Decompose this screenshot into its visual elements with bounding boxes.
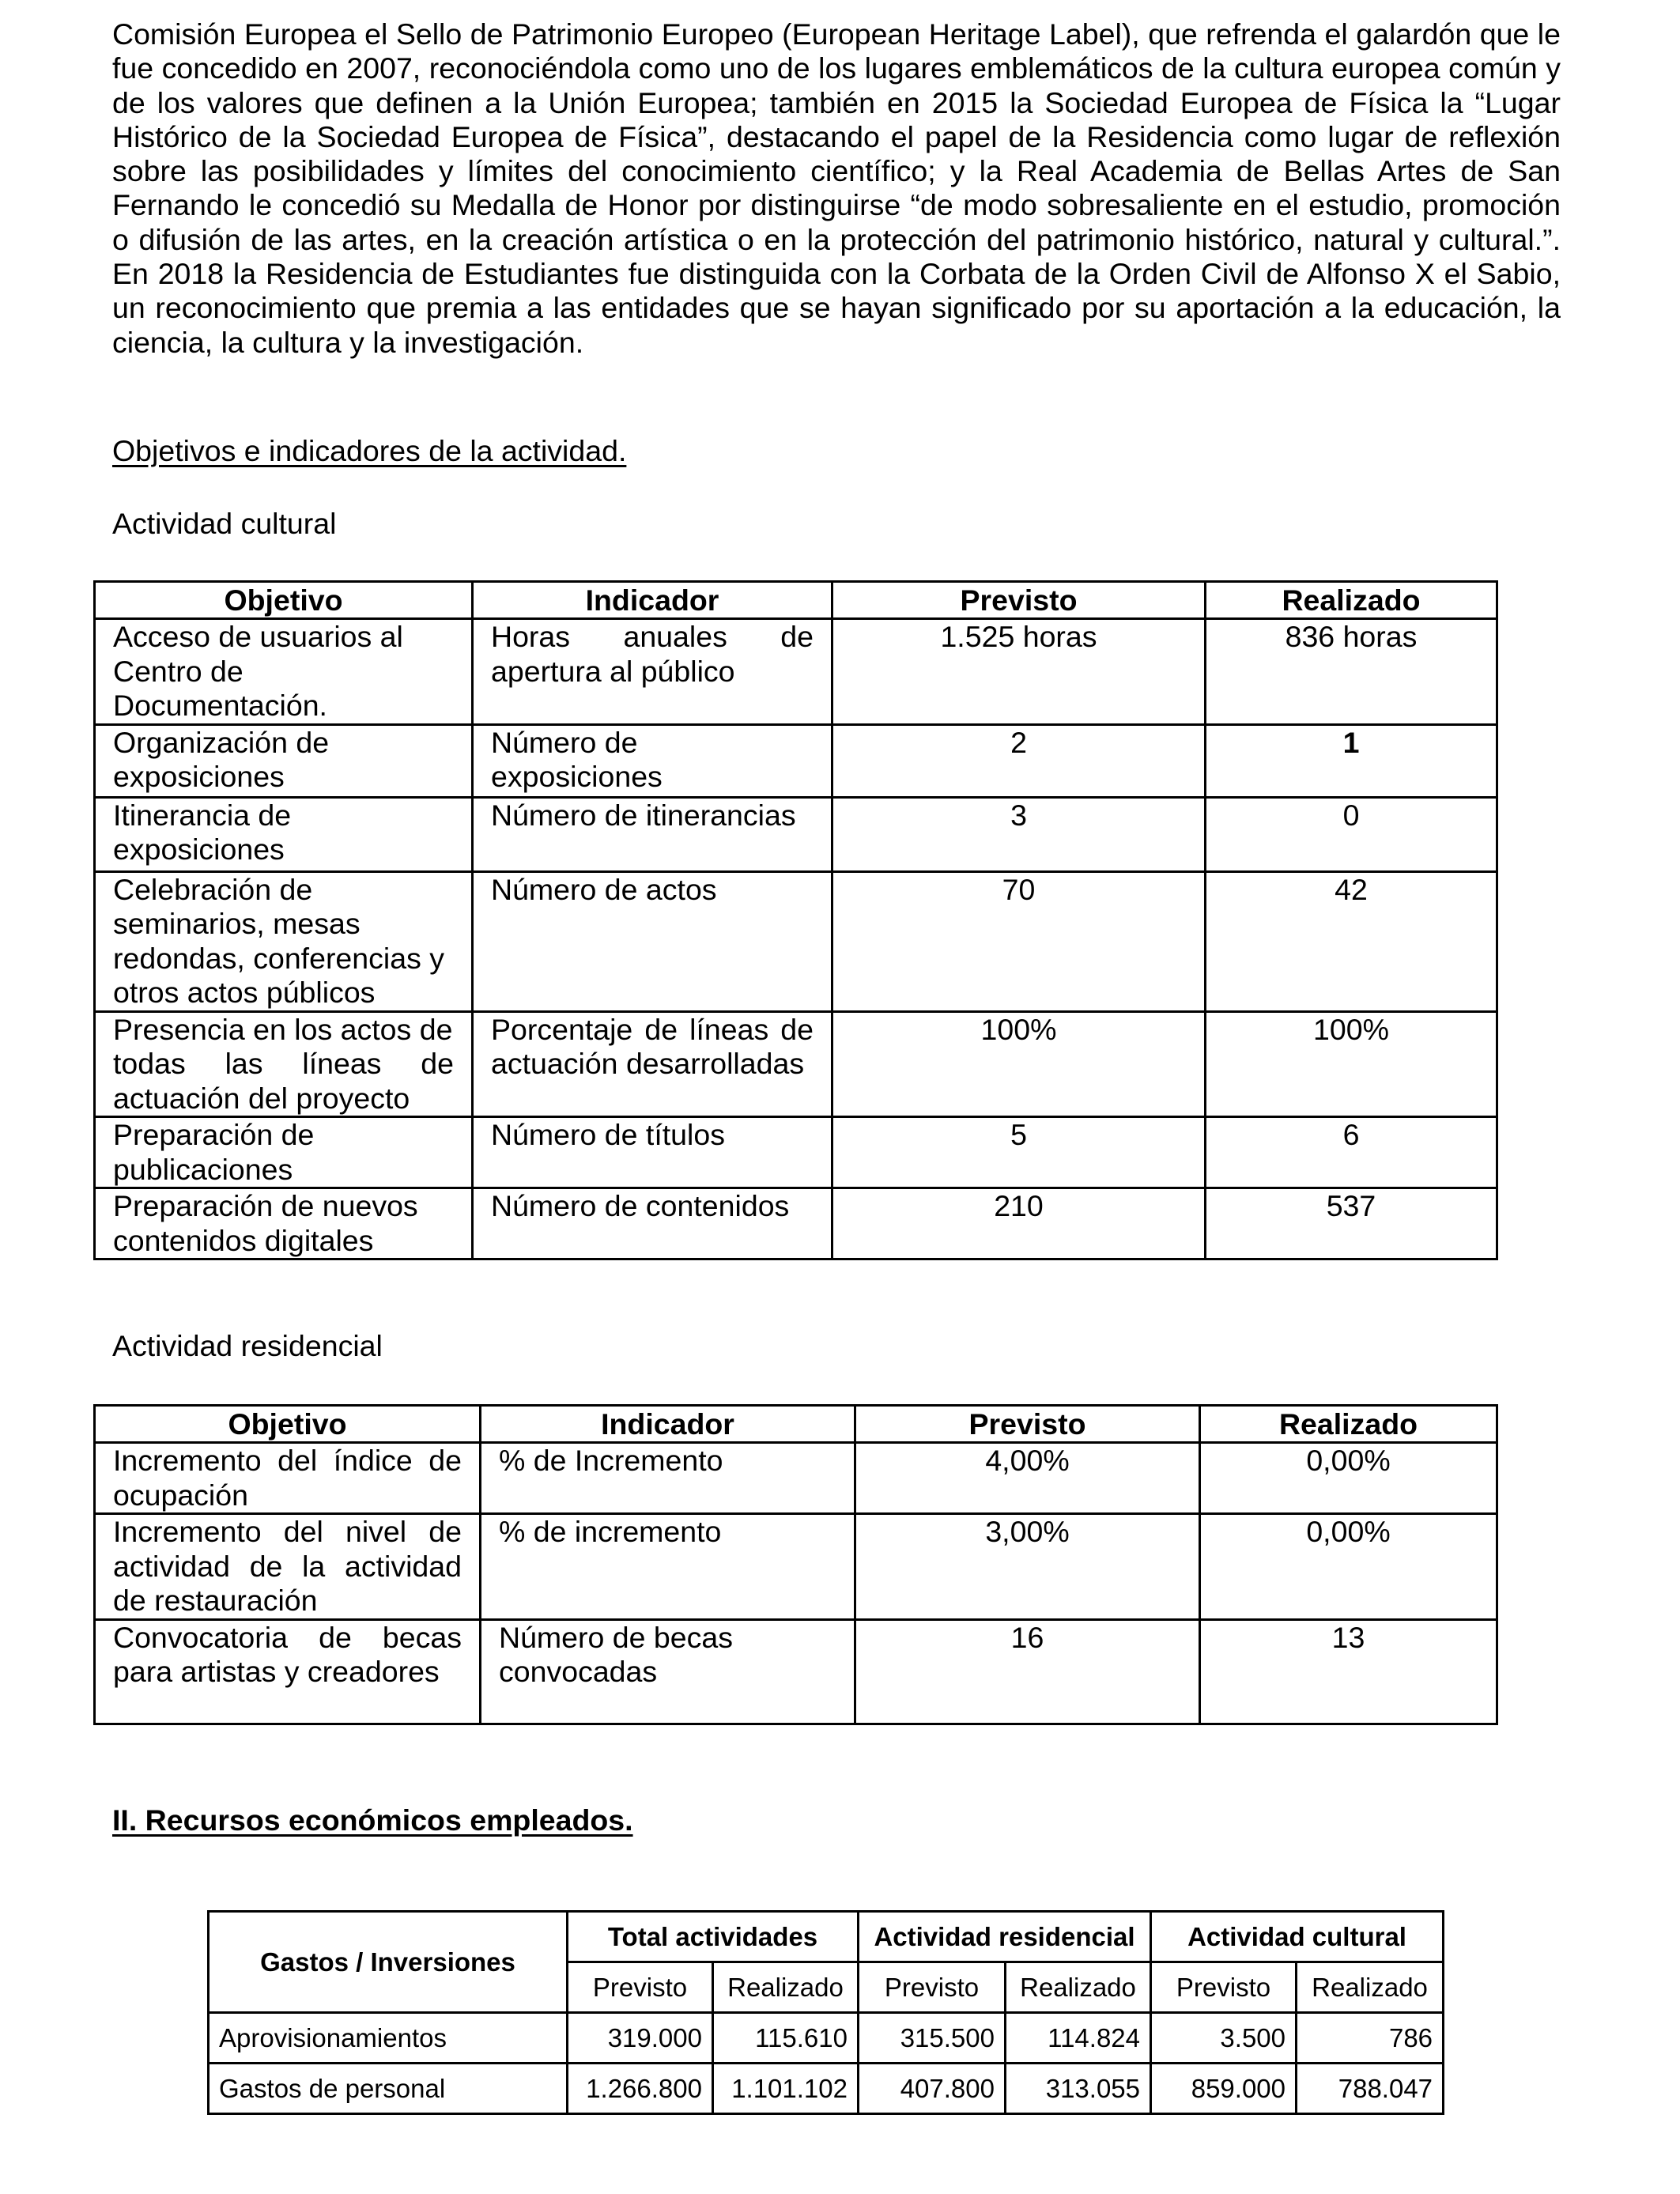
cell-objetivo	[95, 1619, 481, 1724]
cell-objetivo	[95, 1514, 481, 1620]
cell-realizado: 100%	[1206, 1011, 1497, 1117]
cell-text: exposiciones	[113, 760, 285, 793]
cell-value: 315.500	[859, 2013, 1006, 2064]
cell-value: 786	[1297, 2013, 1444, 2064]
cell-text: seminarios, mesas	[113, 907, 361, 940]
cell-text: Documentación.	[113, 689, 327, 722]
cell-text: Organización de	[113, 725, 330, 759]
intro-line: fue concedido en 2007, reconociéndola como uno de los lugares emblemáticos de la cultura europea común y	[112, 51, 1561, 85]
intro-line: un reconocimiento que premia a las entidades que se hayan significado por su aportación a la educación, la	[112, 291, 1561, 325]
cell-objetivo	[95, 619, 473, 725]
table-actividad-cultural	[93, 580, 1498, 1260]
cell-indicador	[473, 871, 832, 1011]
section-heading-objetivos: Objetivos e indicadores de la actividad.	[112, 434, 627, 467]
table-row	[95, 1011, 1497, 1117]
cell-text: apertura al público	[491, 654, 735, 688]
intro-line: En 2018 la Residencia de Estudiantes fue distinguida con la Corbata de la Orden Civil de Alfonso X el Sabio,	[112, 257, 1561, 291]
cell-realizado: 1	[1206, 724, 1497, 797]
cell-realizado: 42	[1206, 871, 1497, 1011]
section-heading-recursos: II. Recursos económicos empleados.	[112, 1803, 633, 1837]
cell-objetivo	[95, 1443, 481, 1514]
cell-realizado: 0,00%	[1200, 1514, 1497, 1620]
row-label: Gastos de personal	[209, 2064, 568, 2114]
cell-previsto: 4,00%	[855, 1443, 1200, 1514]
column-subheader: Realizado	[1006, 1962, 1151, 2013]
cell-text: Incremento del nivel de	[113, 1515, 462, 1548]
table-row	[95, 871, 1497, 1011]
cell-text: exposiciones	[113, 833, 285, 866]
cell-text: convocadas	[499, 1655, 658, 1688]
cell-text: % de Incremento	[499, 1444, 723, 1477]
cell-realizado: 6	[1206, 1117, 1497, 1188]
column-header: Indicador	[473, 582, 832, 619]
cell-objetivo	[95, 871, 473, 1011]
cell-text: Preparación de	[113, 1118, 315, 1151]
intro-line: Histórico de la Sociedad Europea de Física”, destacando el papel de la Residencia como lugar de reflexión	[112, 119, 1561, 153]
cell-text: Presencia en los actos de	[113, 1012, 453, 1046]
cell-text: redondas, conferencias y	[113, 941, 445, 975]
column-header: Realizado	[1206, 582, 1497, 619]
column-subheader: Realizado	[1297, 1962, 1444, 2013]
cell-objetivo	[95, 724, 473, 797]
column-header: Indicador	[481, 1406, 855, 1443]
table-row	[95, 1514, 1497, 1620]
cell-indicador	[481, 1514, 855, 1620]
cell-text: Número de títulos	[491, 1118, 725, 1151]
row-header-gastos: Gastos / Inversiones	[209, 1912, 568, 2013]
cell-objetivo	[95, 1188, 473, 1259]
group-header: Total actividades	[568, 1912, 859, 1962]
cell-text: Porcentaje de líneas de	[491, 1012, 814, 1046]
intro-line: Comisión Europea el Sello de Patrimonio Europeo (European Heritage Label), que refrenda el galardón que le	[112, 17, 1561, 51]
row-label: Aprovisionamientos	[209, 2013, 568, 2064]
column-header: Previsto	[832, 582, 1206, 619]
cell-text: publicaciones	[113, 1152, 293, 1186]
cell-previsto: 16	[855, 1619, 1200, 1724]
column-header: Previsto	[855, 1406, 1200, 1443]
cell-text: Itinerancia de	[113, 798, 292, 832]
intro-line: Fernando le concedió su Medalla de Honor por distinguirse “de modo sobresaliente en el estudio, promoción	[112, 188, 1561, 222]
cell-text: Horas anuales de	[491, 620, 814, 653]
cell-text: Número de contenidos	[491, 1189, 790, 1222]
intro-paragraph	[112, 17, 1561, 360]
intro-line: sobre las posibilidades y límites del conocimiento científico; y la Real Academia de Bellas Artes de San	[112, 154, 1561, 188]
cell-indicador	[481, 1443, 855, 1514]
cell-previsto: 70	[832, 871, 1206, 1011]
table-row	[209, 2064, 1444, 2114]
cell-text: actuación del proyecto	[113, 1081, 410, 1115]
cell-indicador	[473, 724, 832, 797]
cell-previsto: 3	[832, 797, 1206, 871]
intro-line: o difusión de las artes, en la creación artística o en la protección del patrimonio histórico, natural y cultural.”.	[112, 222, 1561, 256]
cell-text: Número de becas	[499, 1620, 733, 1654]
cell-text: Centro de	[113, 654, 244, 688]
cell-text: actuación desarrolladas	[491, 1047, 805, 1080]
cell-text: Número de exposiciones	[491, 725, 663, 793]
cell-value: 788.047	[1297, 2064, 1444, 2114]
cell-indicador	[473, 619, 832, 725]
subsection-title-cultural: Actividad cultural	[112, 507, 337, 540]
cell-indicador	[473, 1188, 832, 1259]
subsection-title-residencial: Actividad residencial	[112, 1329, 383, 1362]
table-row	[95, 797, 1497, 871]
table-row	[95, 619, 1497, 725]
cell-text: Incremento del índice de	[113, 1444, 462, 1477]
cell-indicador	[473, 797, 832, 871]
intro-line: de los valores que definen a la Unión Europea; también en 2015 la Sociedad Europea de Física la “Lugar	[112, 85, 1561, 119]
cell-text: otros actos públicos	[113, 976, 376, 1009]
cell-text: Acceso de usuarios al	[113, 620, 403, 653]
cell-value: 407.800	[859, 2064, 1006, 2114]
cell-realizado: 836 horas	[1206, 619, 1497, 725]
cell-indicador	[473, 1117, 832, 1188]
cell-value: 319.000	[568, 2013, 713, 2064]
cell-realizado: 0,00%	[1200, 1443, 1497, 1514]
column-subheader: Previsto	[1151, 1962, 1297, 2013]
cell-previsto: 100%	[832, 1011, 1206, 1117]
cell-text: para artistas y creadores	[113, 1655, 440, 1688]
cell-objetivo	[95, 1117, 473, 1188]
column-header: Realizado	[1200, 1406, 1497, 1443]
cell-value: 115.610	[713, 2013, 859, 2064]
table-row	[209, 2013, 1444, 2064]
cell-text: todas las líneas de	[113, 1047, 454, 1080]
intro-line: ciencia, la cultura y la investigación.	[112, 325, 584, 359]
column-subheader: Previsto	[568, 1962, 713, 2013]
cell-previsto: 3,00%	[855, 1514, 1200, 1620]
cell-indicador	[481, 1619, 855, 1724]
cell-realizado: 0	[1206, 797, 1497, 871]
table-group-header-row	[209, 1912, 1444, 1962]
cell-previsto: 1.525 horas	[832, 619, 1206, 725]
cell-value: 1.266.800	[568, 2064, 713, 2114]
cell-objetivo	[95, 1011, 473, 1117]
cell-text: Número de itinerancias	[491, 798, 796, 832]
table-recursos-economicos	[207, 1910, 1444, 2115]
table-row	[95, 1619, 1497, 1724]
group-header: Actividad cultural	[1151, 1912, 1444, 1962]
table-row	[95, 1117, 1497, 1188]
column-subheader: Realizado	[713, 1962, 859, 2013]
table-row	[95, 1188, 1497, 1259]
cell-realizado: 13	[1200, 1619, 1497, 1724]
cell-value: 313.055	[1006, 2064, 1151, 2114]
cell-text: % de incremento	[499, 1515, 722, 1548]
group-header: Actividad residencial	[859, 1912, 1151, 1962]
cell-text: de restauración	[113, 1584, 318, 1617]
column-subheader: Previsto	[859, 1962, 1006, 2013]
cell-previsto: 2	[832, 724, 1206, 797]
cell-text: Preparación de nuevos	[113, 1189, 418, 1222]
cell-indicador	[473, 1011, 832, 1117]
cell-realizado: 537	[1206, 1188, 1497, 1259]
cell-text: actividad de la actividad	[113, 1549, 462, 1583]
cell-text: Convocatoria de becas	[113, 1620, 462, 1654]
cell-value: 859.000	[1151, 2064, 1297, 2114]
cell-value: 114.824	[1006, 2013, 1151, 2064]
cell-objetivo	[95, 797, 473, 871]
cell-previsto: 210	[832, 1188, 1206, 1259]
table-row	[95, 1443, 1497, 1514]
table-header-row	[95, 582, 1497, 619]
column-header: Objetivo	[95, 1406, 481, 1443]
table-actividad-residencial	[93, 1404, 1498, 1725]
column-header: Objetivo	[95, 582, 473, 619]
cell-text: contenidos digitales	[113, 1223, 374, 1257]
cell-value: 3.500	[1151, 2013, 1297, 2064]
table-row	[95, 724, 1497, 797]
cell-text: Número de actos	[491, 872, 717, 906]
cell-text: ocupación	[113, 1478, 248, 1512]
table-header-row	[95, 1406, 1497, 1443]
cell-text: Celebración de	[113, 872, 313, 906]
cell-value: 1.101.102	[713, 2064, 859, 2114]
cell-previsto: 5	[832, 1117, 1206, 1188]
